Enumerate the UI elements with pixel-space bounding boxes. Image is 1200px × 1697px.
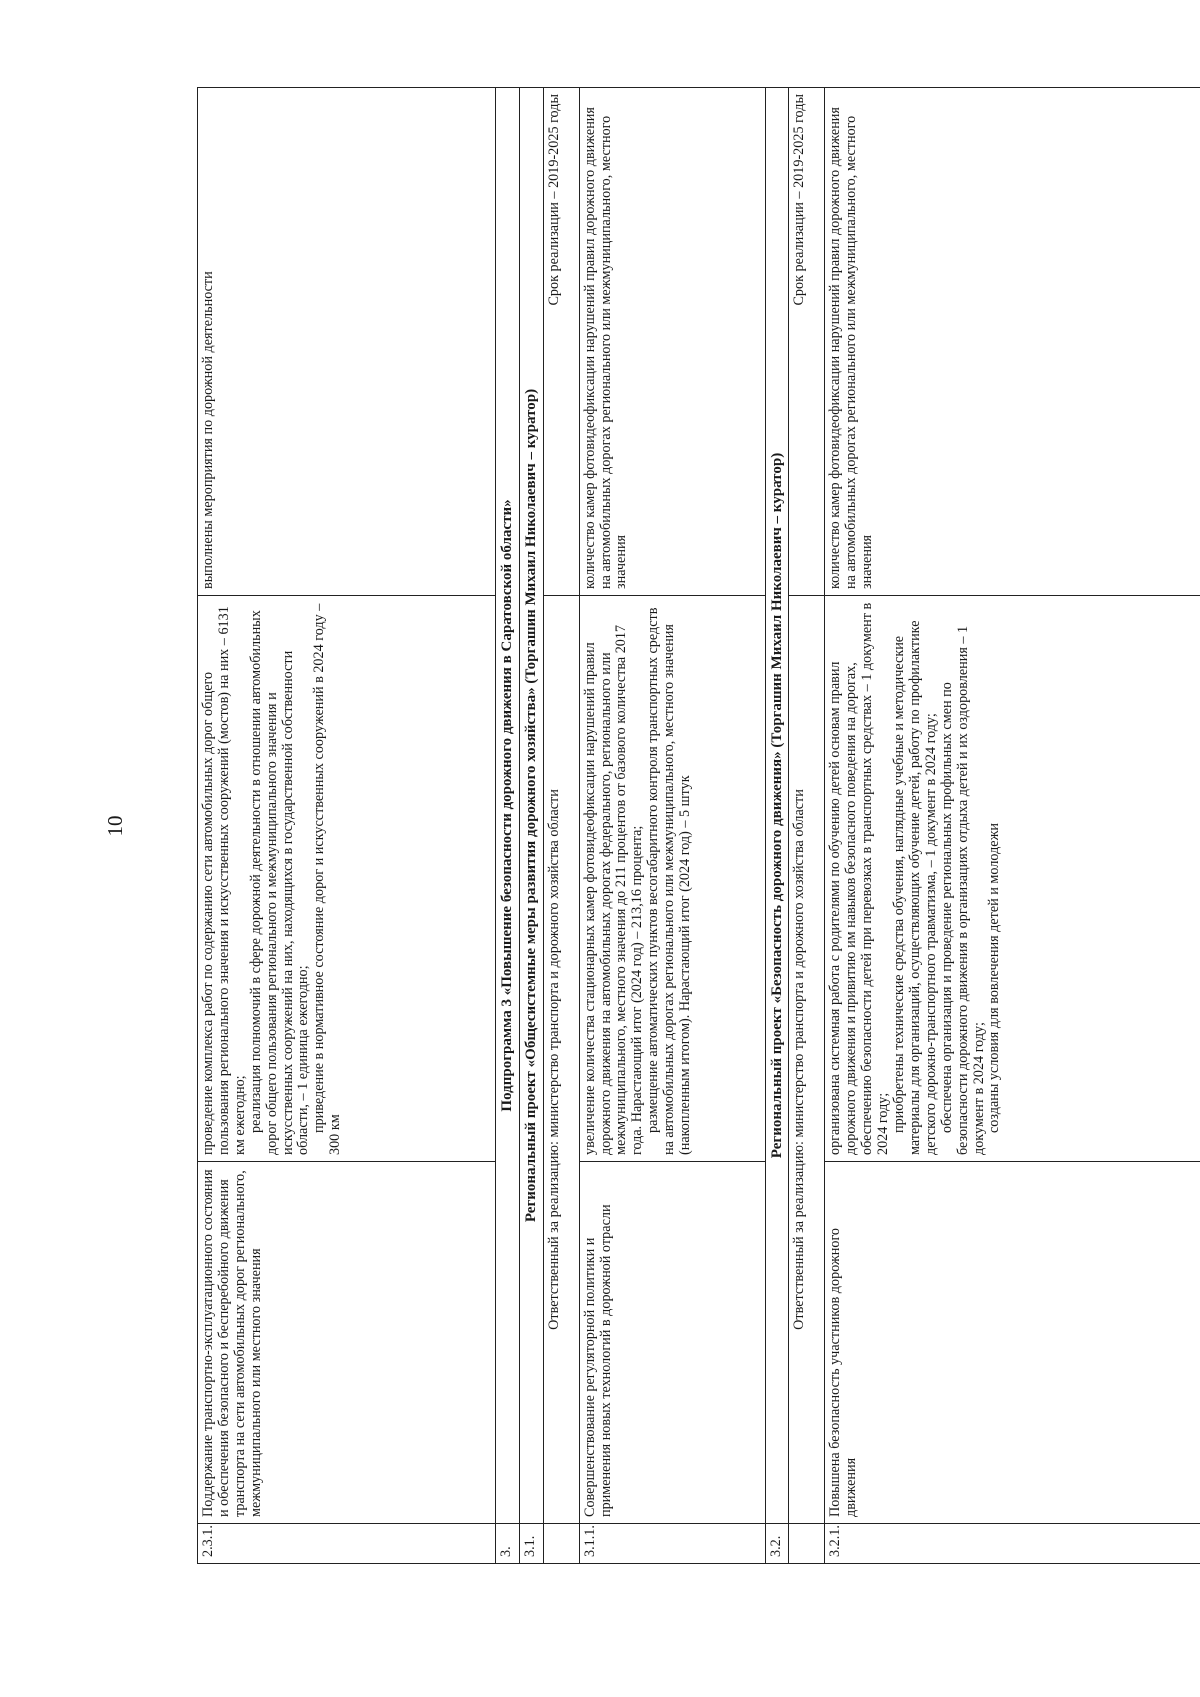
action-item: приобретены технические средства обучения, наглядные учебные и методические материалы для организаций, осуществляющих обучение детей, работу по профилактике детского дорожно-транспортного травматизма, – 1 документ в 2024 году; bbox=[891, 620, 939, 1155]
table-row bbox=[543, 88, 579, 1564]
task-cell: Повышена безопасность участников дорожного движения bbox=[825, 1162, 1200, 1524]
responsible-cell: Ответственный за реализацию: министерство транспорта и дорожного хозяйства области bbox=[543, 596, 579, 1524]
rotated-page bbox=[103, 88, 1200, 1564]
row-number: 3.2. bbox=[765, 1524, 789, 1564]
action-item: увеличение количества стационарных камер фотовидеофиксации нарушений правил дорожного движения на автомобильных дорогах федерального, регионального или межмуниципального, местного значения до 211 процентов от базового количества 2017 года. Нарастающий итог (2024 год) – 213,16 процента; bbox=[581, 624, 646, 1155]
action-item: созданы условия для вовлечения детей и молодежи bbox=[986, 823, 1003, 1133]
row-number: 2.3.1. bbox=[198, 1524, 496, 1564]
task-cell: Совершенствование регуляторной политики и применения новых технологий в дорожной отрасли bbox=[579, 1162, 765, 1524]
project-title: Региональный проект «Общесистемные меры развития дорожного хозяйства» (Торгашин Михаил Николаевич – куратор) bbox=[519, 88, 543, 1524]
row-number: 3. bbox=[496, 1524, 520, 1564]
action-item: обеспечена организация и проведение региональных профильных смен по безопасности дорожного движения в организациях отдыха детей и их оздоровления – 1 документ в 2024 году; bbox=[938, 625, 987, 1155]
table-row bbox=[789, 88, 825, 1564]
term-cell: Срок реализации – 2019-2025 годы bbox=[543, 88, 579, 596]
table-row bbox=[579, 88, 765, 1564]
table-row bbox=[496, 88, 520, 1564]
action-item: проведение комплекса работ по содержанию сети автомобильных дорог общего пользования регионального значения и искусственных сооружений (мостов) на них – 6131 км ежегодно; bbox=[200, 606, 248, 1155]
row-number: 3.1.1. bbox=[579, 1524, 765, 1564]
action-item: размещение автоматических пунктов весогабаритного контроля транспортных средств на автомобильных дорогах регионального или межмуниципального, местного значения (накопленным итогом). Нарастающий итог (2024 год) – 5 штук bbox=[645, 607, 694, 1155]
table-row bbox=[825, 88, 1200, 1564]
program-table bbox=[197, 87, 1200, 1564]
table-row bbox=[198, 88, 496, 1564]
page-number: 10 bbox=[103, 815, 127, 837]
indicator-cell: количество камер фотовидеофиксации нарушений правил дорожного движения на автомобильных дорогах регионального или межмуниципального, местного значения bbox=[579, 88, 765, 596]
action-item: реализация полномочий в сфере дорожной деятельности в отношении автомобильных дорог общего пользования регионального и межмуниципального значения и искусственных сооружений на них, находящихся в государственной собственности области, – 1 единица ежегодно; bbox=[247, 610, 312, 1155]
subprogram-title: Подпрограмма 3 «Повышение безопасности дорожного движения в Саратовской области» bbox=[496, 88, 520, 1524]
action-item: приведение в нормативное состояние дорог и искусственных сооружений в 2024 году – 300 км bbox=[311, 603, 344, 1155]
empty-cell bbox=[543, 1524, 579, 1564]
row-number: 3.1. bbox=[519, 1524, 543, 1564]
project-title: Региональный проект «Безопасность дорожного движения» (Торгашин Михаил Николаевич – куратор) bbox=[765, 88, 789, 1524]
table-row bbox=[765, 88, 789, 1564]
task-cell: Поддержание транспортно-эксплуатационного состояния и обеспечения безопасного и бесперебойного движения транспорта на сети автомобильных дорог регионального, межмуниципального или местного значения bbox=[198, 1162, 496, 1524]
term-cell: Срок реализации – 2019-2025 годы bbox=[789, 88, 825, 596]
row-number: 3.2.1. bbox=[825, 1524, 1200, 1564]
actions-cell bbox=[198, 596, 496, 1162]
actions-cell bbox=[579, 596, 765, 1162]
responsible-cell: Ответственный за реализацию: министерство транспорта и дорожного хозяйства области bbox=[789, 596, 825, 1524]
action-item: организована системная работа с родителями по обучению детей основам правил дорожного движения и привитию им навыков безопасного поведения на дорогах, обеспечению безопасности детей при перевозках в транспортных средствах – 1 документ в 2024 году; bbox=[827, 602, 892, 1155]
indicator-cell: количество камер фотовидеофиксации нарушений правил дорожного движения на автомобильных дорогах регионального или межмуниципального, местного значения bbox=[825, 88, 1200, 596]
actions-cell bbox=[825, 596, 1200, 1162]
indicator-cell: выполнены мероприятия по дорожной деятельности bbox=[198, 88, 496, 596]
table-row bbox=[519, 88, 543, 1564]
empty-cell bbox=[789, 1524, 825, 1564]
